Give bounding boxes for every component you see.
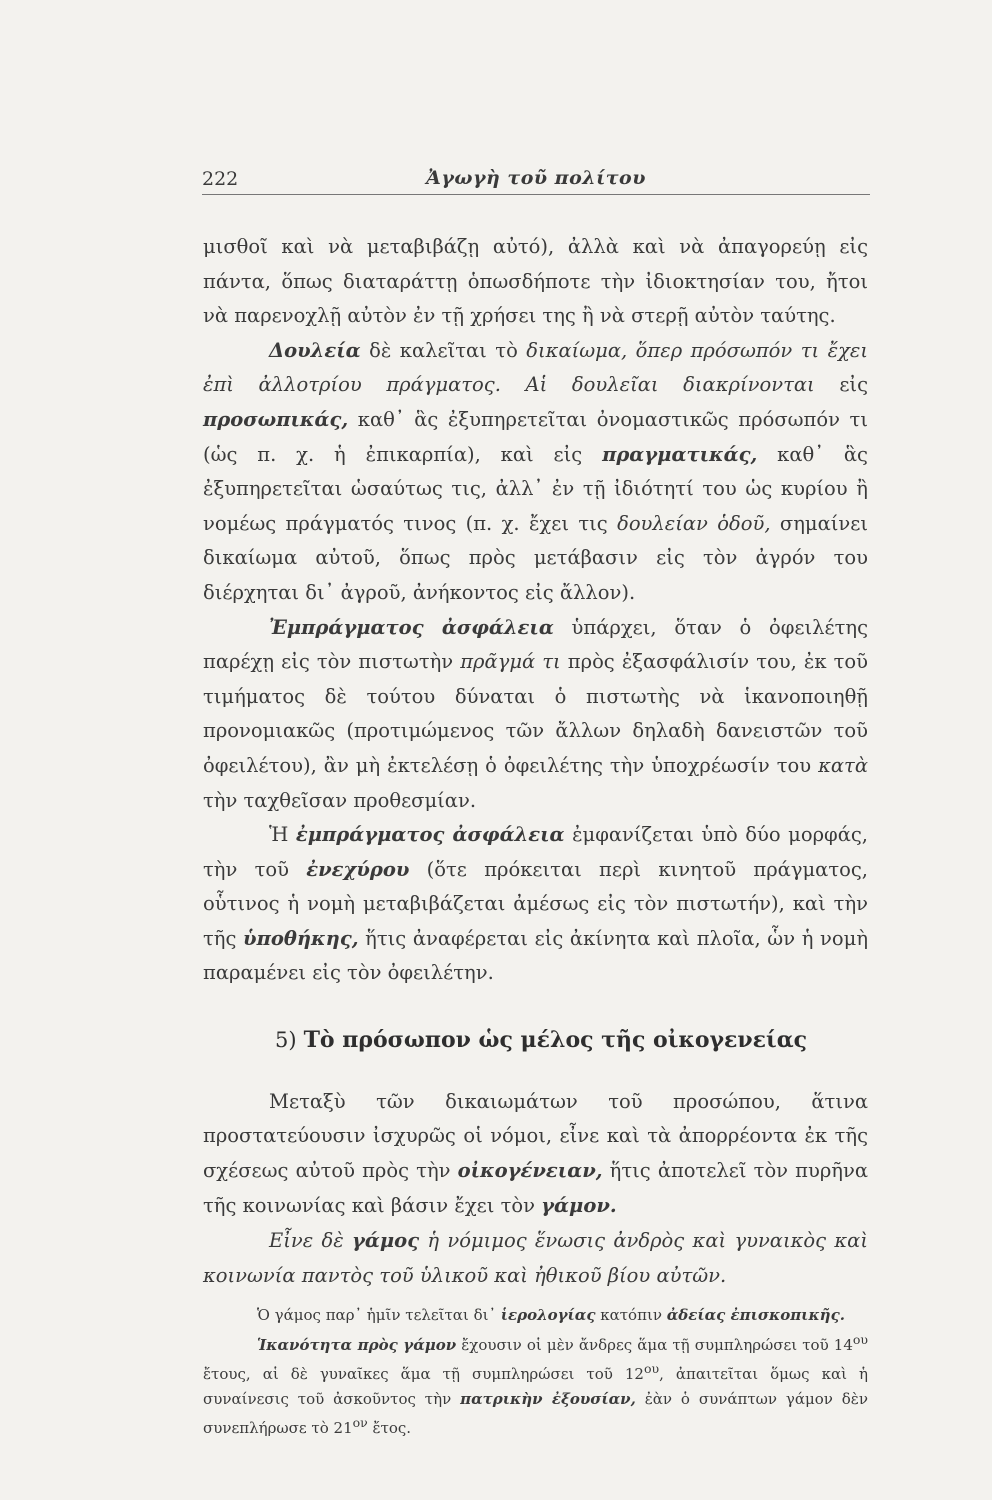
definition-text: δικαίωμα, ὅπερ πρόσωπόν τι ἔχει ἐπὶ ἀλλοτρίου πράγματος. xyxy=(203,338,868,397)
text-run: καθ᾿ ἃς ἐξυπηρετεῖται ὡσαύτως τις, ἀλλ᾿ ἐν τῇ ἰδιότητί του ὡς κυρίου ἢ νομέως πράγματός τινος (π. χ. ἔχει τις xyxy=(203,442,868,535)
superscript: ου xyxy=(852,1331,869,1347)
text-run: , ἀπαιτεῖται ὅμως καὶ ἡ συναίνεσις τοῦ ἀσκοῦντος τὴν xyxy=(203,1365,868,1408)
emphasis: ἡ νόμιμος ἕνωσις ἀνδρὸς καὶ γυναικὸς καὶ κοινωνία παντὸς τοῦ ὑλικοῦ καὶ ἠθικοῦ βίου αὐτῶν. xyxy=(203,1228,868,1287)
defined-term: Ἱκανότητα πρὸς γάμον xyxy=(257,1335,457,1354)
text-run: ἥτις ἀναφέρεται εἰς ἀκίνητα καὶ πλοῖα, ὧν ἡ νομὴ παραμένει εἰς τὸν ὀφειλέτην. xyxy=(203,926,868,985)
text-run: εἰς xyxy=(814,373,868,397)
text-run: τὴν ταχθεῖσαν προθεσμίαν. xyxy=(203,788,477,812)
text-run: ἥτις ἀποτελεῖ τὸν πυρῆνα τῆς κοινωνίας καὶ βάσιν ἔχει τὸν xyxy=(203,1159,868,1218)
note xyxy=(203,1328,868,1441)
defined-term: ἀδείας ἐπισκοπικῆς. xyxy=(666,1306,845,1325)
emphasis: πρᾶγμά τι xyxy=(460,650,561,674)
text-run: Ὁ γάμος παρ᾿ ἡμῖν τελεῖται δι᾿ xyxy=(257,1306,501,1325)
defined-term: Ἐμπράγματος ἀσφάλεια xyxy=(269,615,554,639)
text-run: κατόπιν xyxy=(595,1306,667,1325)
paragraph xyxy=(203,230,868,334)
text-run: πρὸς ἐξασφάλισίν του, ἐκ τοῦ τιμήματος δὲ τούτου δύναται ὁ πιστωτὴς νὰ ἱκανοποιηθῇ προνομιακῶς (προτιμώμενος τῶν ἄλλων δηλαδὴ δανειστῶν τοῦ ὀφειλέτου), ἂν μὴ ἐκτελέσῃ ὁ ὀφειλέτης τὴν ὑποχρέωσίν του xyxy=(203,650,869,777)
defined-term: ὑποθήκης, xyxy=(243,926,359,950)
defined-term: προσωπικάς, xyxy=(203,407,349,431)
text-run: ἐμφανίζεται ὑπὸ δύο μορφάς, τὴν τοῦ xyxy=(203,823,868,881)
section-heading xyxy=(203,1023,868,1059)
section-title: Τὸ πρόσωπον ὡς μέλος τῆς οἰκογενείας xyxy=(303,1027,808,1054)
superscript: ου xyxy=(643,1361,660,1377)
text-run: (ὅτε πρόκειται περὶ κινητοῦ πράγματος, οὗτινος ἡ νομὴ μεταβιβάζεται ἀμέσως εἰς τὸν πιστωτήν), καὶ τὴν τῆς xyxy=(203,857,868,950)
text-run: ἔτους, αἱ δὲ γυναῖκες ἅμα τῇ συμπληρώσει τοῦ 12 xyxy=(203,1365,644,1384)
paragraph xyxy=(203,1224,868,1294)
defined-term: οἰκογένειαν, xyxy=(457,1159,603,1183)
paragraph xyxy=(203,1085,868,1224)
text-run: ἔχουσιν οἱ μὲν ἄνδρες ἅμα τῇ συμπληρώσει τοῦ 14 xyxy=(456,1335,853,1354)
paragraph xyxy=(203,611,868,819)
text-run: μισθοῖ καὶ νὰ μεταβιβάζῃ αὐτό), ἀλλὰ καὶ νὰ ἀπαγορεύῃ εἰς πάντα, ὅπως διαταράττῃ ὁπωσδήποτε τὴν ἰδιοκτησίαν του, ἤτοι νὰ παρενοχλῇ αὐτὸν ἐν τῇ χρήσει της ἢ νὰ στερῇ αὐτὸν ταύτης. xyxy=(203,235,868,328)
defined-term: ἱερολογίας xyxy=(500,1306,596,1325)
defined-term: πραγματικάς, xyxy=(602,442,758,466)
defined-term: ἐμπράγματος ἀσφάλεια xyxy=(295,823,565,847)
defined-term: πατρικὴν ἐξουσίαν, xyxy=(460,1389,636,1408)
paragraph xyxy=(203,334,868,611)
section-number: 5) xyxy=(275,1028,297,1053)
defined-term: Δουλεία xyxy=(269,338,361,362)
defined-term: γάμος xyxy=(352,1228,420,1252)
note xyxy=(203,1303,868,1328)
emphasis: κατὰ xyxy=(818,753,868,777)
text-run: ἔτος. xyxy=(367,1419,412,1438)
page-number: 222 xyxy=(202,168,239,190)
paragraph xyxy=(203,818,868,991)
definition-text: Αἱ δουλεῖαι διακρίνονται xyxy=(500,373,815,397)
page-header xyxy=(202,162,870,195)
notes xyxy=(203,1303,868,1441)
text-run: καθ᾿ ἃς ἐξυπηρετεῖται ὀνομαστικῶς πρόσωπόν τι (ὡς π. χ. ἡ ἐπικαρπία), καὶ εἰς xyxy=(203,407,868,466)
text-run: Ἡ xyxy=(269,823,296,847)
emphasis: δουλείαν ὁδοῦ, xyxy=(617,511,771,535)
superscript: ον xyxy=(352,1415,368,1431)
defined-term: ἐνεχύρου xyxy=(306,857,410,881)
emphasis: Εἶνε δὲ xyxy=(269,1228,353,1252)
text-run: δὲ καλεῖται τὸ xyxy=(360,338,527,362)
running-title: Ἀγωγὴ τοῦ πολίτου xyxy=(426,167,646,189)
text-run: Μεταξὺ τῶν δικαιωμάτων τοῦ προσώπου, ἅτινα προστατεύουσιν ἰσχυρῶς οἱ νόμοι, εἶνε καὶ τὰ ἀπορρέοντα ἐκ τῆς σχέσεως αὐτοῦ πρὸς τὴν xyxy=(203,1089,868,1183)
text-run: ἐὰν ὁ συνάπτων γάμον δὲν συνεπλήρωσε τὸ 21 xyxy=(203,1389,868,1438)
defined-term: γάμον. xyxy=(541,1194,617,1218)
page-body xyxy=(203,230,868,1441)
text-run: σημαίνει δικαίωμα αὐτοῦ, ὅπως πρὸς μετάβασιν εἰς τὸν ἀγρόν του διέρχηται δι᾿ ἀγροῦ, ἀνήκοντος εἰς ἄλλον). xyxy=(203,511,868,604)
text-run: ὑπάρχει, ὅταν ὁ ὀφειλέτης παρέχῃ εἰς τὸν πιστωτὴν xyxy=(203,615,868,674)
